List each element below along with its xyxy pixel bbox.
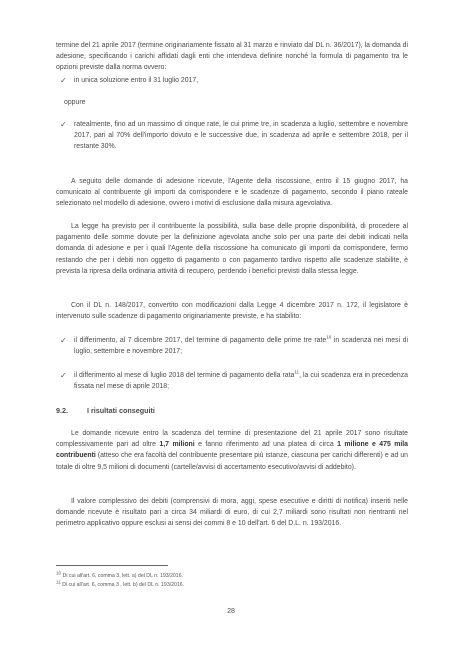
check-icon: ✓ <box>60 120 67 129</box>
paragraph-dl-148: Con il DL n. 148/2017, convertito con modificazioni dalla Legge 4 dicembre 2017 n. 172, il legislatore è intervenuto sulle scadenze di pagamento originariamente previste, e ha stabilito: <box>56 302 408 321</box>
bullet-text: il differimento, al 7 dicembre 2017, del termine di pagamento delle prime tre rate <box>74 337 327 344</box>
footnote-ref: 11 <box>294 369 300 375</box>
footnote <box>56 572 183 580</box>
paragraph-seguito: A seguito delle domande di adesione ricevute, l'Agente della riscossione, entro il 15 giugno 2017, ha comunicato al contribuente gli importi da corrispondere e le scadenze di pagamento, secondo il piano rateale selezionato nel modello di adesione, ovvero i motivi di esclusione dalla misura agevolativa. <box>56 178 408 208</box>
section-number: 9.2. <box>56 406 68 415</box>
check-icon: ✓ <box>60 336 67 345</box>
footnote <box>56 581 184 589</box>
footnote-number: 10 <box>56 570 62 576</box>
bold-count: 1,7 milioni <box>159 441 195 449</box>
footnote-separator <box>56 565 168 566</box>
footnote-ref: 10 <box>326 334 332 340</box>
bold-count: 1 milione e 475 mila contribuenti <box>56 441 409 460</box>
check-icon: ✓ <box>60 76 67 85</box>
text-run: Le domande ricevute entro la scadenza del termine di presentazione del 21 aprile 2017 sono risultate complessivamente pari ad oltre <box>56 430 408 449</box>
section-heading <box>56 405 155 416</box>
bullet-text: , la cui scadenza era in precedenza fissata nel mese di aprile 2018; <box>74 372 408 391</box>
bullet-unica-soluzione: in unica soluzione entro il 31 luglio 2017, <box>74 77 199 84</box>
text-run: (atteso che era facoltà del contribuente presentare più istanze, ciascuna per carichi differenti) e ad un totale di oltre 9,5 milioni di documenti (cartelle/avvisi di accertamento esecutivo/avvisi di addebito). <box>56 452 408 471</box>
footnote-number: 11 <box>56 579 61 585</box>
page-number: 28 <box>227 608 235 615</box>
bullet-text: il differimento al mese di luglio 2018 del termine di pagamento della rata <box>74 372 295 379</box>
paragraph-termine: termine del 21 aprile 2017 (termine originariamente fissato al 31 marzo e rinviato dal DL n. 36/2017), la domanda di adesione, specificando i carichi affidati dagli enti che intendeva definire nonché la formula di pagamento tra le opzioni previste dalla norma ovvero: <box>56 42 408 72</box>
paragraph-domande <box>56 428 408 473</box>
check-icon: ✓ <box>60 371 67 380</box>
paragraph-legge: La legge ha previsto per il contribuente la possibilità, sulla base delle proprie disponibilità, di procedere al pagamento delle somme dovute per la definizione agevolata anche solo per una parte dei debiti indicati nella domanda di adesione e per i quali l'Agente della riscossione ha comunicato gli importi da corrispondere, fermo restando che per i debiti non oggetto di pagamento o con pagamento tardivo rispetto alle scadenze stabilite, è prevista la ripresa della ordinaria attività di recupero, perdendo i benefici previsti dalla stessa legge. <box>56 223 408 275</box>
bullet-differimento-dicembre <box>74 335 408 357</box>
text-run: e fanno riferimento ad una platea di circa <box>194 441 338 449</box>
oppure-text: oppure <box>64 99 86 106</box>
footnote-text: Di cui all'art. 6, comma 3 , lett. b) del DL n. 193/2016. <box>60 582 185 588</box>
footnote-text: Di cui all'art. 6, comma 3, lett. a) del DL n. 193/2016. <box>61 573 184 579</box>
bullet-differimento-luglio <box>74 370 408 392</box>
section-title: I risultati conseguiti <box>87 406 155 415</box>
bullet-ratealmente: ratealmente, fino ad un massimo di cinque rate, le cui prime tre, in scadenza a luglio, settembre e novembre 2017, pari al 70% dell'importo dovuto e le successive due, in scadenza ad aprile e settembre 2018, per il restante 30%. <box>74 121 408 151</box>
bullet-text: in scadenza nei mesi di luglio, settembre e novembre 2017; <box>74 337 408 356</box>
paragraph-valore: Il valore complessivo dei debiti (comprensivi di mora, aggi, spese esecutive e diritti di notifica) inseriti nelle domande ricevute è risultato pari a circa 34 miliardi di euro, di cui 2,7 miliardi sono risultati non rientranti nel perimetro applicativo oppure esclusi ai sensi dei commi 8 e 10 dell'art. 6 del D.L. n. 193/2016. <box>56 498 408 528</box>
